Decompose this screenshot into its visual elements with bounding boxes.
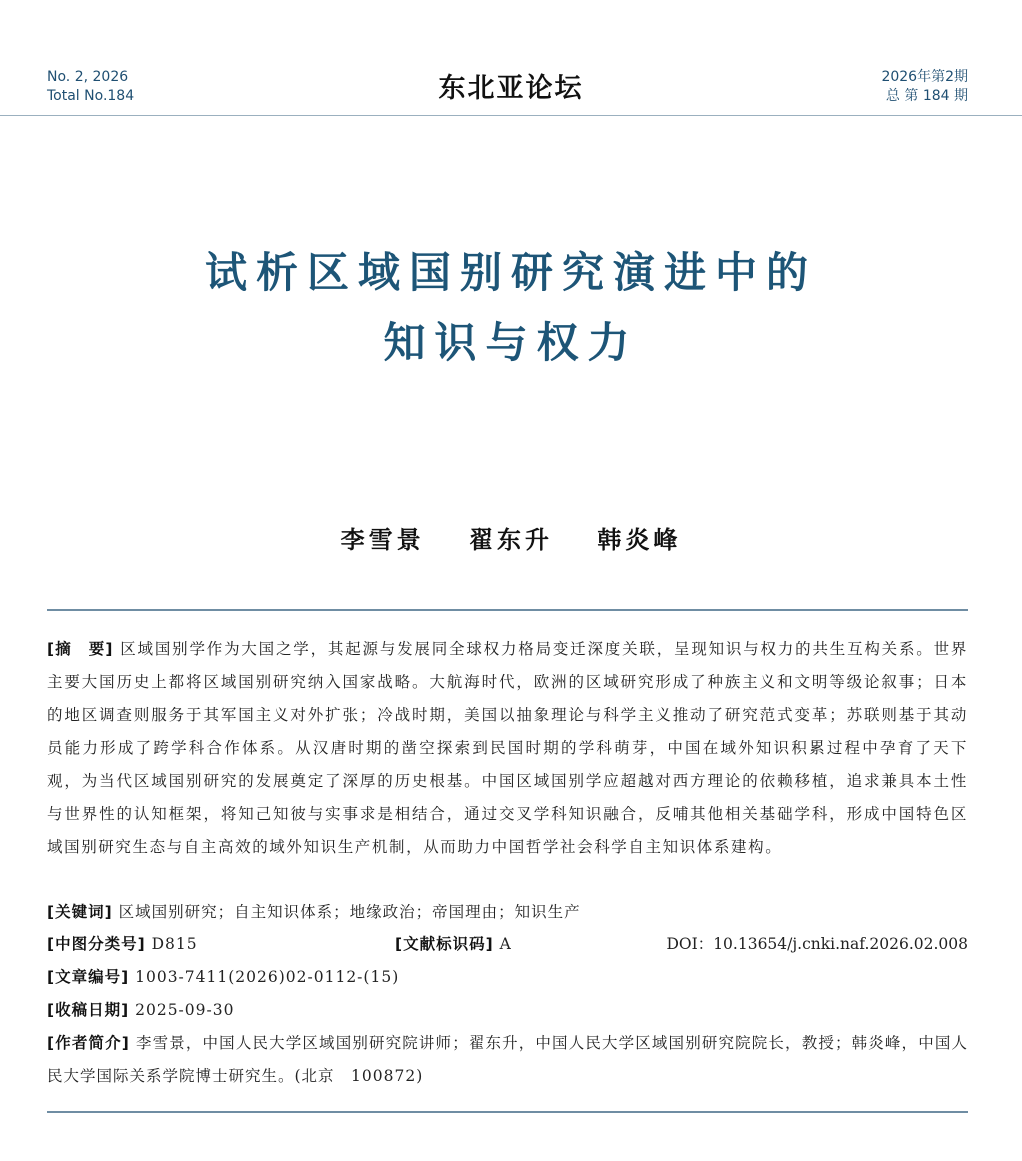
title-line-2: 知识与权力 bbox=[383, 318, 639, 367]
document-code-label: [文献标识码] bbox=[395, 935, 494, 953]
total-number-en: Total No.184 bbox=[47, 88, 135, 104]
keywords-text: 区域国别研究；自主知识体系；地缘政治；帝国理由；知识生产 bbox=[118, 903, 581, 921]
article-title bbox=[0, 238, 1022, 378]
keywords bbox=[47, 897, 968, 927]
journal-name: 东北亚论坛 bbox=[438, 73, 584, 104]
issue-number-cn: 2026年第2期 bbox=[881, 69, 968, 85]
clc-label: [中图分类号] bbox=[47, 935, 146, 953]
author-info bbox=[47, 1027, 968, 1093]
abstract bbox=[47, 633, 968, 864]
keywords-label: [关键词] bbox=[47, 903, 113, 921]
article-number bbox=[47, 962, 968, 992]
author-name: 李雪景 bbox=[340, 525, 425, 554]
issue-number-en: No. 2, 2026 bbox=[47, 69, 129, 85]
author-name: 韩炎峰 bbox=[597, 525, 682, 554]
header-issue-cn bbox=[881, 68, 968, 106]
author-info-label: [作者简介] bbox=[47, 1034, 130, 1052]
title-line-1: 试析区域国别研究演进中的 bbox=[204, 248, 817, 297]
received-date bbox=[47, 995, 968, 1025]
document-code-value: A bbox=[499, 935, 512, 953]
classification-row bbox=[47, 929, 968, 959]
abstract-bottom-divider bbox=[47, 1111, 968, 1113]
abstract-text: 区域国别学作为大国之学，其起源与发展同全球权力格局变迁深度关联，呈现知识与权力的共生互构关系。世界主要大国历史上都将区域国别研究纳入国家战略。大航海时代，欧洲的区域研究形成了种族主义和文明等级论叙事；日本的地区调查则服务于其军国主义对外扩张；冷战时期，美国以抽象理论与科学主义推动了研究范式变革；苏联则基于其动员能力形成了跨学科合作体系。从汉唐时期的凿空探索到民国时期的学科萌芽，中国在域外知识积累过程中孕育了天下观，为当代区域国别研究的发展奠定了深厚的历史根基。中国区域国别学应超越对西方理论的依赖移植，追求兼具本土性与世界性的认知框架，将知己知彼与实事求是相结合，通过交叉学科知识融合，反哺其他相关基础学科，形成中国特色区域国别研究生态与自主高效的域外知识生产机制，从而助力中国哲学社会科学自主知识体系建构。 bbox=[47, 640, 969, 856]
author-info-text: 李雪景，中国人民大学区域国别研究院讲师；翟东升，中国人民大学区域国别研究院院长，教授；韩炎峰，中国人民大学国际关系学院博士研究生。(北京 100872) bbox=[47, 1034, 968, 1085]
header-divider bbox=[0, 115, 1022, 116]
abstract-label: [摘 要] bbox=[47, 640, 114, 658]
received-date-value: 2025-09-30 bbox=[135, 1001, 235, 1019]
doi: DOI：10.13654/j.cnki.naf.2026.02.008 bbox=[666, 935, 968, 953]
article-number-label: [文章编号] bbox=[47, 968, 130, 986]
received-date-label: [收稿日期] bbox=[47, 1001, 130, 1019]
abstract-top-divider bbox=[47, 609, 968, 611]
article-number-value: 1003-7411(2026)02-0112-(15) bbox=[135, 968, 400, 986]
total-number-cn: 总 第 184 期 bbox=[885, 88, 968, 104]
clc-value: D815 bbox=[151, 935, 198, 953]
author-name: 翟东升 bbox=[469, 525, 553, 554]
author-list bbox=[0, 520, 1022, 555]
